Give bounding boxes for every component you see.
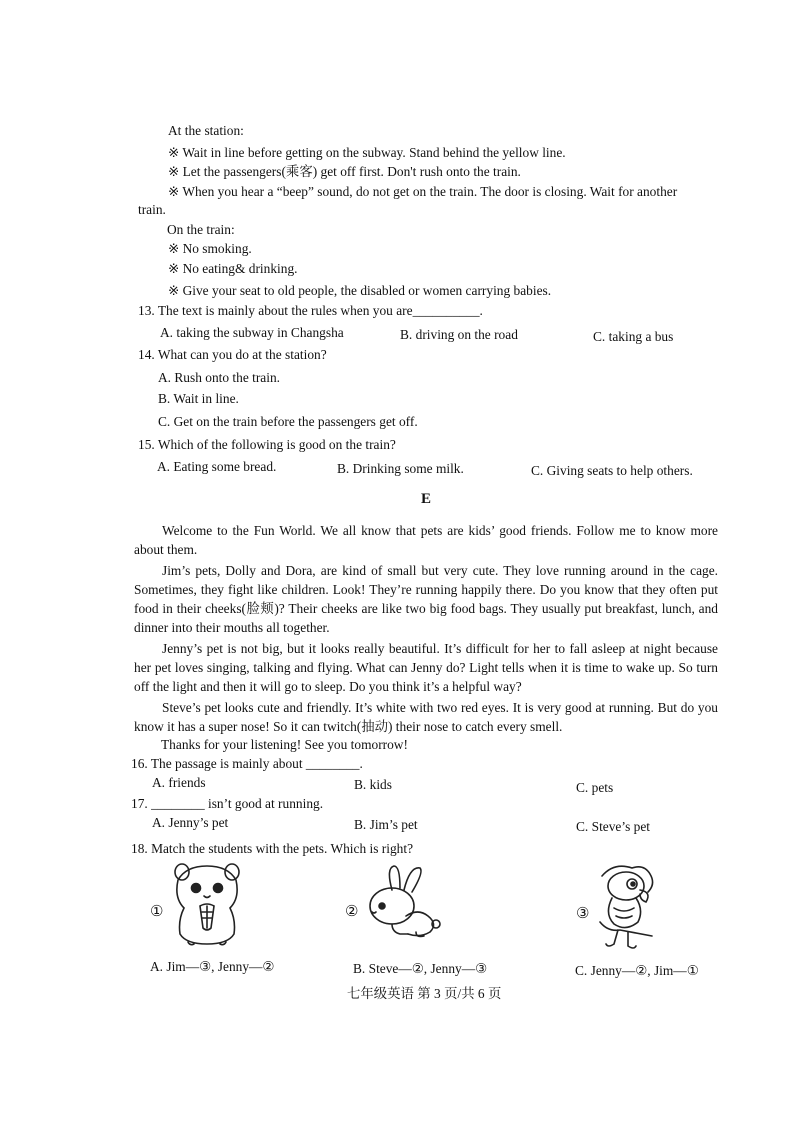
passage-paragraph: Welcome to the Fun World. We all know that pets are kids’ good friends. Follow me to know more about them. <box>134 523 718 557</box>
question-15-stem: 15. Which of the following is good on the train? <box>138 437 396 452</box>
question-13-stem: 13. The text is mainly about the rules when you are__________. <box>138 303 483 318</box>
question-15-option-a[interactable]: A. Eating some bread. <box>157 459 277 474</box>
parrot-icon <box>594 862 658 950</box>
passage-paragraph: Steve’s pet looks cute and friendly. It’s white with two red eyes. It is very good at running. But do you know it has a super nose! So it can twitch(抽动) their nose to catch every smell. <box>134 700 718 734</box>
section-title: E <box>421 491 432 507</box>
train-rule: ※ No smoking. <box>168 241 252 256</box>
question-18-option-c[interactable]: C. Jenny—②, Jim—① <box>575 963 699 978</box>
page-footer: 七年级英语 第 3 页/共 6 页 <box>347 986 502 1001</box>
question-14-option-a[interactable]: A. Rush onto the train. <box>158 370 280 385</box>
rabbit-icon <box>362 862 442 940</box>
station-rule: ※ Wait in line before getting on the subway. Stand behind the yellow line. <box>168 145 566 160</box>
question-17-option-c[interactable]: C. Steve’s pet <box>576 819 651 834</box>
picture-mark: ① <box>150 904 164 920</box>
train-rule: ※ Give your seat to old people, the disabled or women carrying babies. <box>168 283 552 298</box>
question-17-stem: 17. ________ isn’t good at running. <box>131 796 324 811</box>
passage-closing: Thanks for your listening! See you tomorrow! <box>161 737 408 752</box>
question-14-stem: 14. What can you do at the station? <box>138 347 327 362</box>
station-rule: ※ When you hear a “beep” sound, do not get on the train. The door is closing. Wait for another <box>168 184 678 199</box>
question-16-option-c[interactable]: C. pets <box>576 780 614 795</box>
train-rule: ※ No eating& drinking. <box>168 261 298 276</box>
station-rule-continuation: train. <box>138 202 166 217</box>
question-15-option-b[interactable]: B. Drinking some milk. <box>337 461 464 476</box>
picture-mark: ③ <box>576 906 590 922</box>
hamster-icon <box>168 858 246 946</box>
question-18-stem: 18. Match the students with the pets. Which is right? <box>131 841 414 856</box>
question-14-option-c[interactable]: C. Get on the train before the passengers get off. <box>158 414 418 429</box>
station-heading: At the station: <box>168 123 244 138</box>
question-13-option-b[interactable]: B. driving on the road <box>400 327 518 342</box>
question-18-option-b[interactable]: B. Steve—②, Jenny—③ <box>353 961 488 976</box>
question-14-option-b[interactable]: B. Wait in line. <box>158 391 239 406</box>
question-16-option-a[interactable]: A. friends <box>152 775 206 790</box>
question-17-option-b[interactable]: B. Jim’s pet <box>354 817 418 832</box>
question-16-stem: 16. The passage is mainly about ________. <box>131 756 363 771</box>
station-rule: ※ Let the passengers(乘客) get off first. Don't rush onto the train. <box>168 164 521 179</box>
passage-paragraph: Jim’s pets, Dolly and Dora, are kind of small but very cute. They love running around in the cage. Sometimes, they fight like children. Look! They’re running happily there. Do you know that they often put food in their cheeks(脸颊)? Their cheeks are like two big food bags. They usually put breakfast, lunch, and dinner into their mouths all together. <box>134 563 718 635</box>
passage-paragraph: Jenny’s pet is not big, but it looks really beautiful. It’s difficult for her to fall asleep at night because her pet loves singing, talking and flying. What can Jenny do? Light tells when it is time to wake up. So turn off the light and then it will go to sleep. Do you think it’s a helpful way? <box>134 641 718 694</box>
picture-mark: ② <box>345 904 359 920</box>
question-13-option-c[interactable]: C. taking a bus <box>593 329 674 344</box>
question-13-option-a[interactable]: A. taking the subway in Changsha <box>160 325 344 340</box>
question-18-option-a[interactable]: A. Jim—③, Jenny—② <box>150 959 275 974</box>
question-16-option-b[interactable]: B. kids <box>354 777 392 792</box>
question-15-option-c[interactable]: C. Giving seats to help others. <box>531 463 693 478</box>
train-heading: On the train: <box>167 222 235 237</box>
question-17-option-a[interactable]: A. Jenny’s pet <box>152 815 229 830</box>
